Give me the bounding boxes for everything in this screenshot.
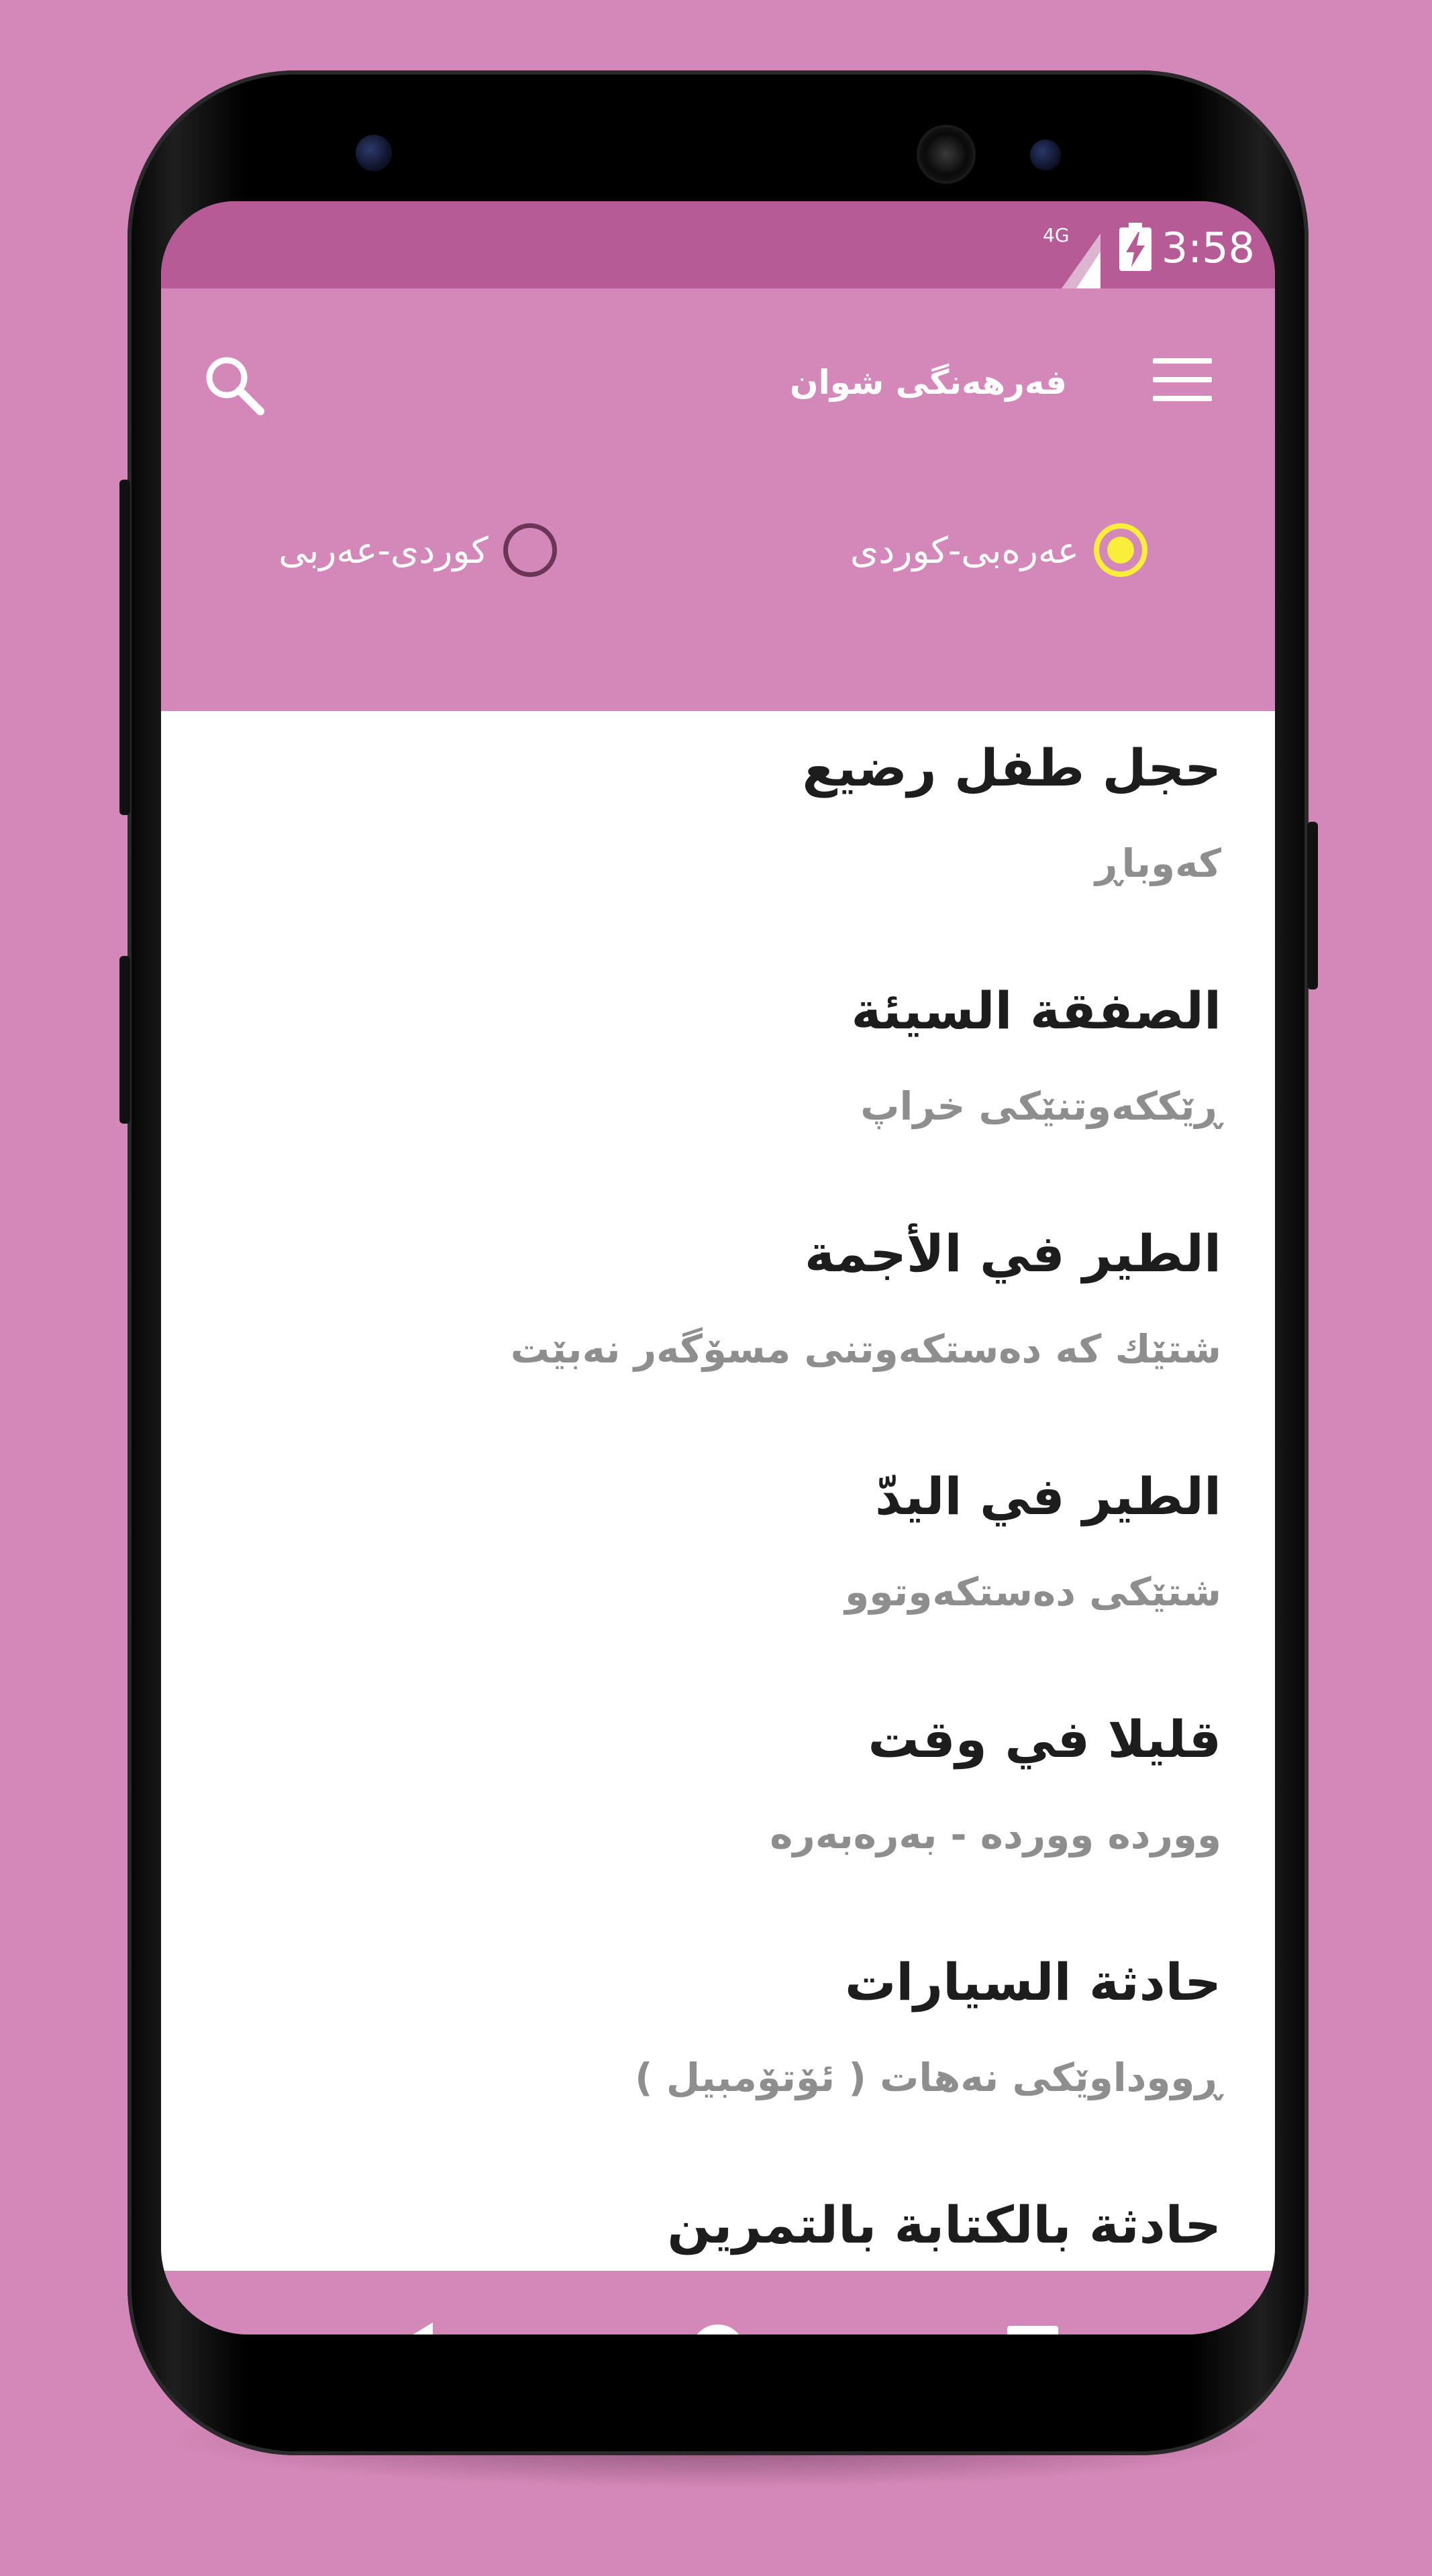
phone-screen bbox=[161, 201, 1275, 2334]
app-title: فەرهەنگی شوان bbox=[789, 363, 1067, 402]
recents-square-icon[interactable] bbox=[1007, 2325, 1059, 2334]
list-item[interactable] bbox=[845, 1460, 1221, 1622]
list-item[interactable] bbox=[852, 974, 1221, 1136]
kurdish-translation: ڕێککەوتنێکی خراپ bbox=[860, 1083, 1221, 1129]
status-time: 3:58 bbox=[1161, 223, 1255, 272]
arabic-phrase: حادثة السيارات bbox=[844, 1952, 1221, 2012]
radio-kurdish-arabic-label: کوردی-عەربی bbox=[278, 529, 489, 572]
list-item[interactable] bbox=[667, 2188, 1221, 2262]
list-item[interactable] bbox=[635, 1945, 1221, 2108]
navigation-bar bbox=[161, 2271, 1275, 2334]
app-bar bbox=[161, 288, 1275, 711]
arabic-phrase: حادثة بالكتابة بالتمرين bbox=[667, 2195, 1221, 2255]
search-icon[interactable] bbox=[201, 352, 266, 417]
kurdish-translation: وورده وورده - بەرەبەرە bbox=[770, 1812, 1221, 1858]
battery-charging-icon bbox=[1119, 223, 1152, 271]
radio-arabic-kurdish-label: عەرەبی-کوردی bbox=[850, 529, 1079, 572]
arabic-phrase: حجل طفل رضيع bbox=[802, 738, 1221, 798]
volume-button bbox=[119, 480, 130, 815]
list-item[interactable] bbox=[511, 1217, 1221, 1379]
kurdish-translation: شتێك كە دەستکەوتنی مسۆگەر نەبێت bbox=[510, 1326, 1221, 1372]
front-camera bbox=[919, 127, 973, 181]
signal-icon bbox=[1041, 221, 1102, 288]
radio-unselected-icon[interactable] bbox=[503, 523, 557, 577]
power-button bbox=[1307, 822, 1318, 989]
iris-scanner bbox=[1030, 140, 1061, 170]
arabic-phrase: قليلا في وقت bbox=[868, 1709, 1221, 1769]
bixby-button bbox=[119, 956, 130, 1124]
status-bar bbox=[161, 201, 1275, 288]
kurdish-translation: شتێکی دەستکەوتوو bbox=[845, 1569, 1221, 1615]
arabic-phrase: الصفقة السيئة bbox=[851, 981, 1221, 1040]
hamburger-menu-icon[interactable] bbox=[1153, 356, 1217, 404]
home-circle-icon[interactable] bbox=[690, 2323, 746, 2334]
list-item[interactable] bbox=[770, 1703, 1221, 1865]
dictionary-list bbox=[161, 711, 1275, 2271]
kurdish-translation: کەوباڕ bbox=[1094, 841, 1221, 886]
radio-kurdish-arabic[interactable] bbox=[278, 523, 557, 577]
radio-selected-icon[interactable] bbox=[1094, 523, 1147, 577]
kurdish-translation: ڕووداوێکی نەهات ( ئۆتۆمبیل ) bbox=[635, 2055, 1221, 2100]
proximity-sensor bbox=[356, 135, 392, 171]
arabic-phrase: الطير في اليدّ bbox=[874, 1466, 1221, 1526]
network-type-label: 4G bbox=[1043, 224, 1070, 246]
radio-arabic-kurdish[interactable] bbox=[850, 523, 1147, 577]
back-triangle-icon[interactable] bbox=[382, 2321, 436, 2334]
arabic-phrase: الطير في الأجمة bbox=[805, 1224, 1221, 1283]
list-item[interactable] bbox=[802, 731, 1221, 894]
